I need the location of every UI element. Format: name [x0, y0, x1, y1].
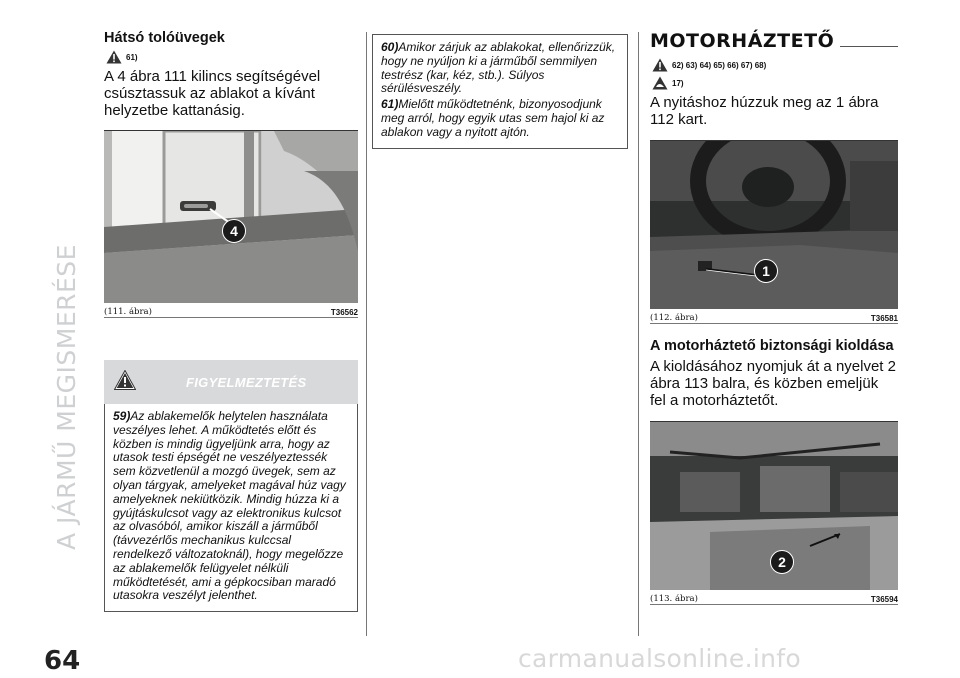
warning-reference: 61) [106, 50, 358, 64]
warning-item: 61)Mielőtt működtetnénk, bizonyosodjunk meg arról, hogy egyik utas sem hajol ki az ablakon vagy a nyitott ajtón. [381, 97, 605, 139]
rear-windows-heading: Hátsó tolóüvegek [104, 30, 225, 46]
warning-continuation-box [372, 34, 628, 149]
safety-release-heading: A motorháztető biztonsági kioldása [650, 338, 894, 354]
section-heading [650, 30, 898, 52]
section-side-title [52, 244, 82, 550]
warning-item: 60)Amikor zárjuk az ablakokat, ellenőrizzük, hogy ne nyúljon ki a járműből semmilyen testrész (kar, kéz, stb.). Súlyos sérülésveszély. [381, 40, 616, 96]
figure-caption: (111. ábra) T36562 [104, 307, 358, 317]
figure-112 [650, 140, 898, 324]
callout-1: 1 [754, 259, 778, 283]
environment-reference: 17) [652, 76, 898, 90]
warning-triangle-icon [652, 58, 668, 72]
figure-caption: (113. ábra) T36594 [650, 594, 898, 604]
side-title-text: A JÁRMŰ MEGISMERÉSE [52, 244, 81, 550]
figure-113 [650, 421, 898, 605]
watermark: carmanualsonline.info [518, 644, 801, 673]
warning-body [104, 404, 358, 612]
warning-box [104, 360, 358, 612]
page-number: 64 [44, 646, 81, 676]
column-3 [650, 30, 898, 605]
bonnet-open-body: A nyitáshoz húzzuk meg az 1 ábra 112 kart. [650, 94, 879, 128]
warning-header [104, 360, 358, 404]
callout-4: 4 [222, 219, 246, 243]
column-1 [104, 30, 358, 612]
column-2 [372, 34, 628, 149]
warning-reference: 62) 63) 64) 65) 66) 67) 68) [652, 58, 898, 72]
warning-triangle-icon [114, 370, 136, 390]
heading-rule [840, 46, 898, 47]
environment-warning-icon [652, 76, 668, 90]
bonnet-heading: MOTORHÁZTETŐ [650, 30, 835, 52]
column-divider [366, 32, 367, 636]
column-divider [638, 32, 639, 636]
figure-caption: (112. ábra) T36581 [650, 313, 898, 323]
rear-windows-body: A 4 ábra 111 kilincs segítségével csúsztassuk az ablakot a kívánt helyzetbe kattanásig. [104, 68, 321, 119]
warning-item: 59)Az ablakemelők helytelen használata veszélyes lehet. A működtetés előtt és közben is mindig ügyeljünk arra, hogy az utasok testi épségét ne veszélyeztessék sem közvetlenül a mozgó üvegek, sem az olyan tárgyak, amelyeket magával húz vagy amelyeknek nekiütközik. Mindig húzza ki a gyújtáskulcsot vagy az elektronikus kulcsot az olvasóból, amikor kiszáll a járműből (távvezérlős mechanikus kulccsal rendelkező változatoknál), hogy megelőzze az ablakemelők felügyelet nélküli működtetését, ami a gépkocsiban maradó utasokra veszélyt jelenthet. [113, 409, 346, 603]
rear-window-photo [104, 131, 358, 303]
engine-bay-photo [650, 422, 898, 590]
warning-title: FIGYELMEZTETÉS [186, 374, 307, 390]
callout-2: 2 [770, 550, 794, 574]
figure-111 [104, 130, 358, 318]
safety-release-body: A kioldásához nyomjuk át a nyelvet 2 ábra 113 balra, és közben emeljük fel a motorháztetőt. [650, 358, 896, 409]
dashboard-photo [650, 141, 898, 309]
warning-triangle-icon [106, 50, 122, 64]
